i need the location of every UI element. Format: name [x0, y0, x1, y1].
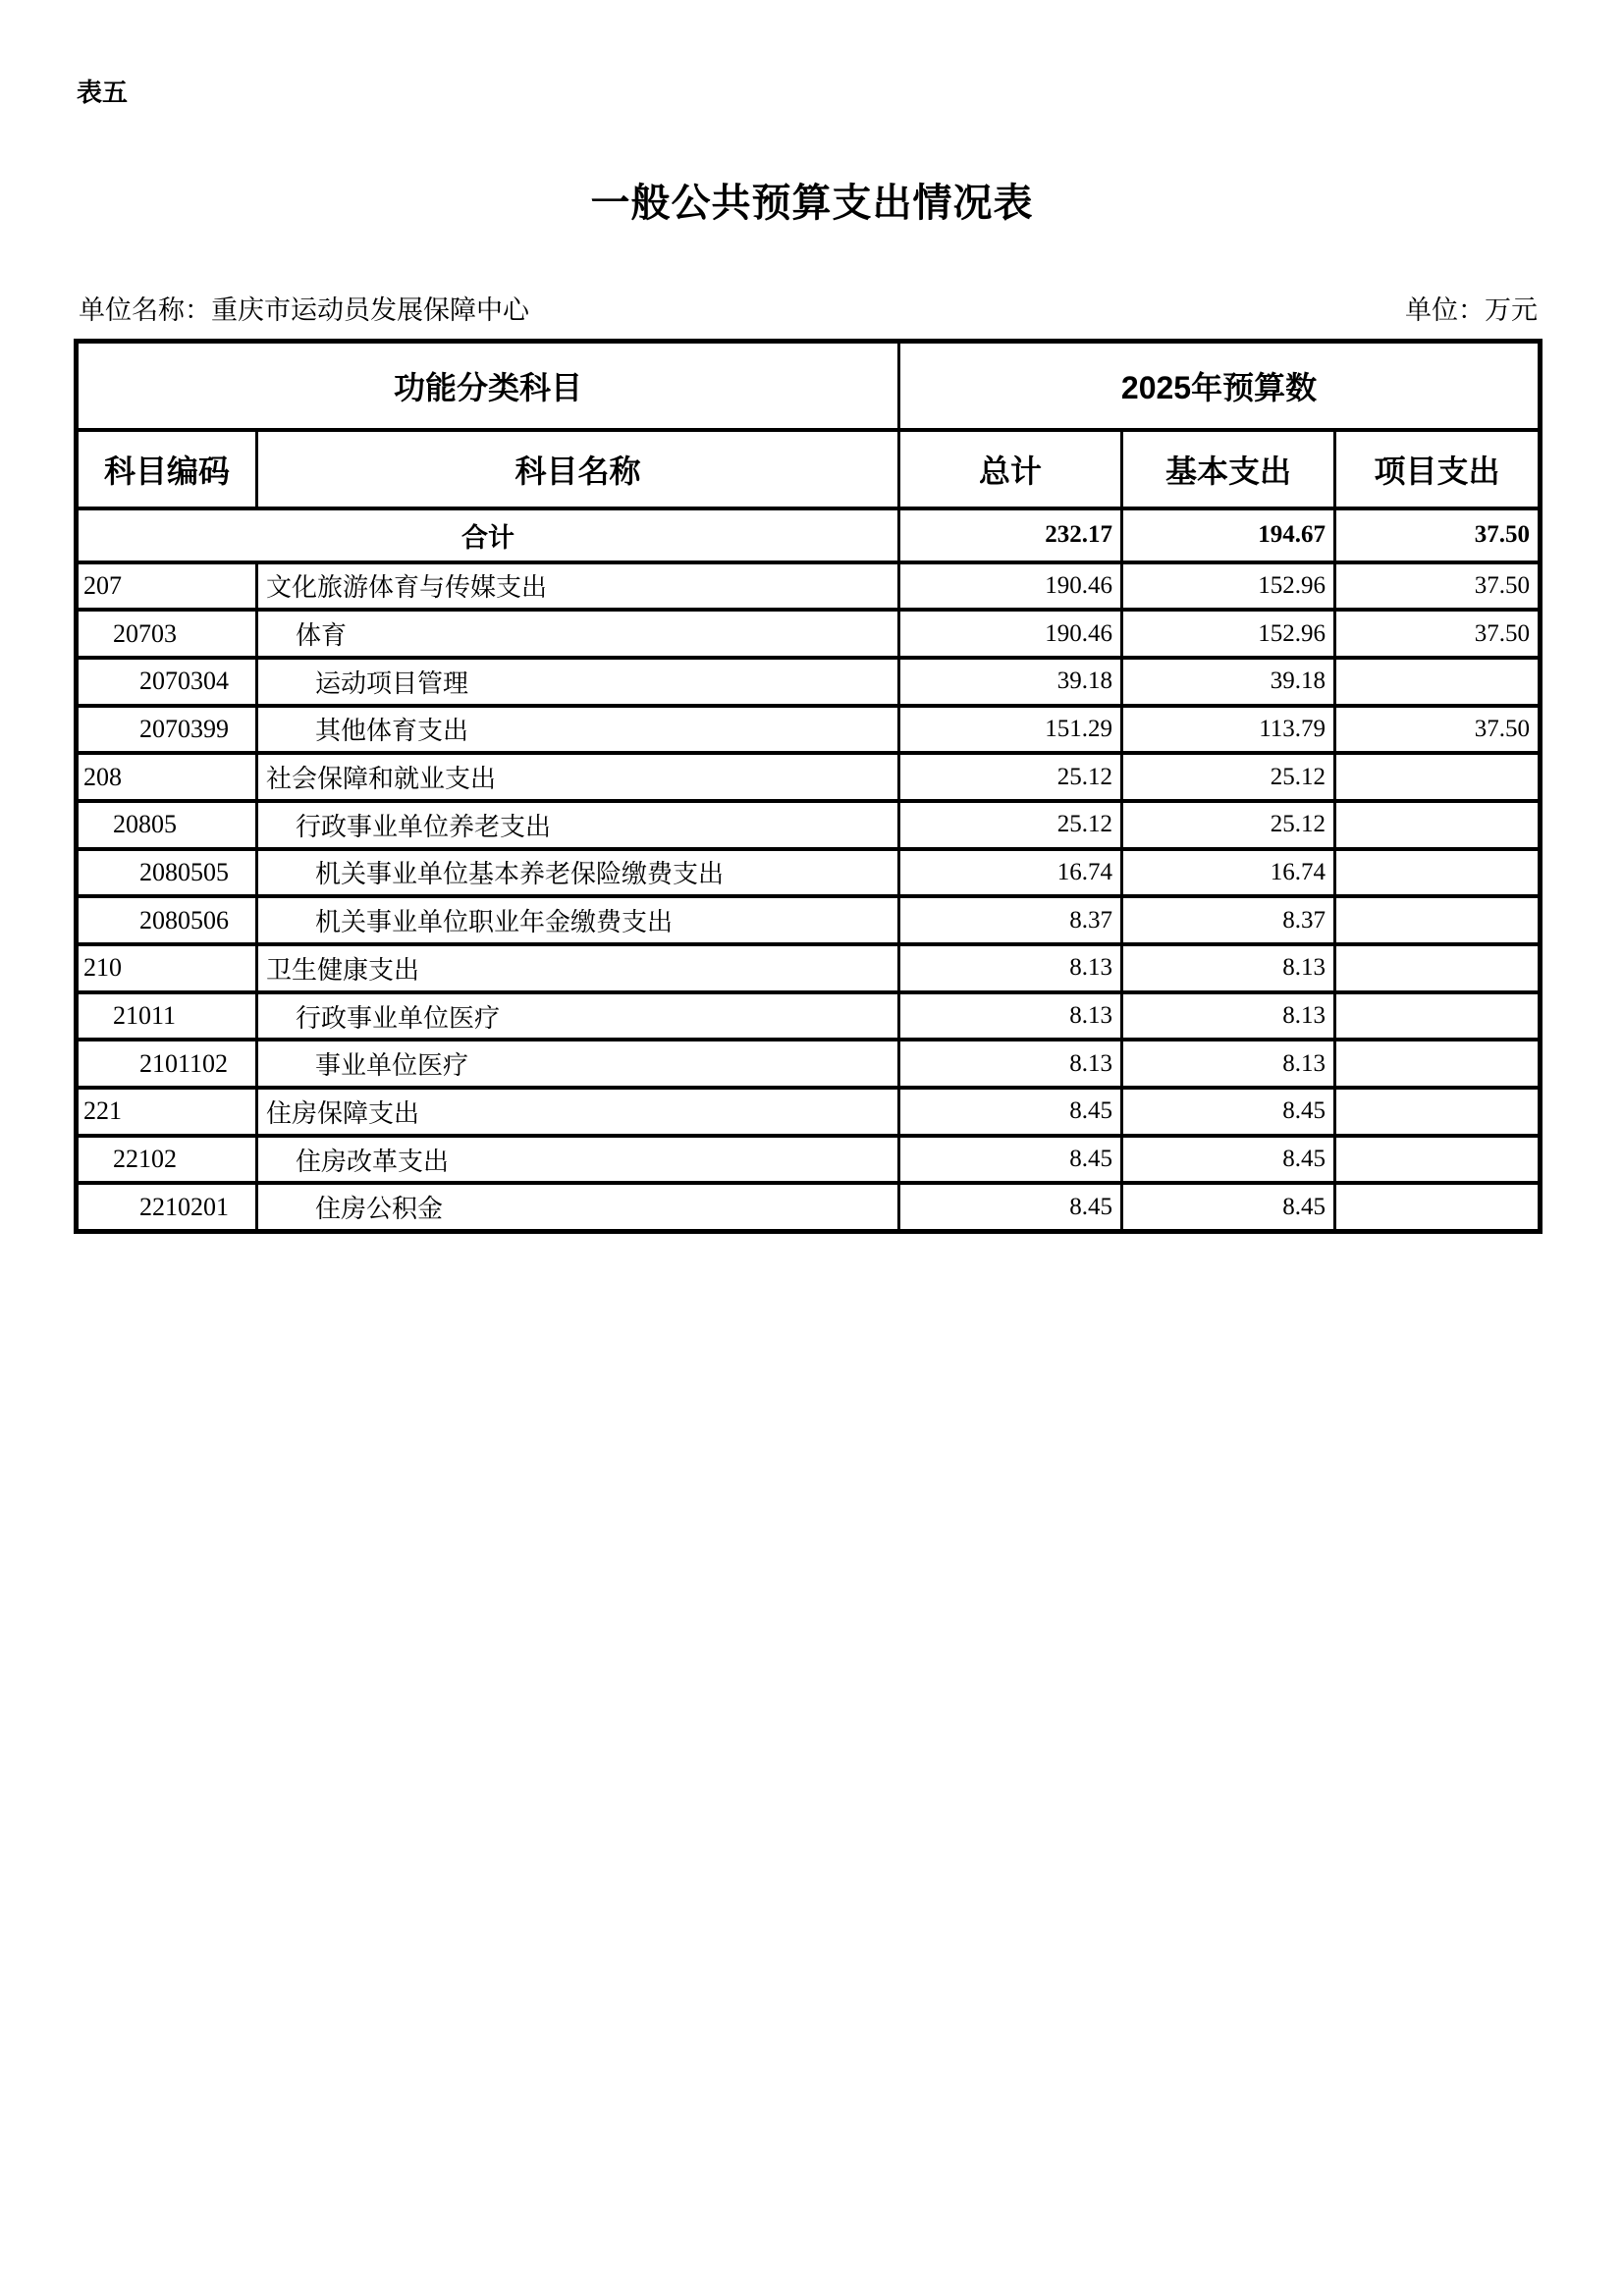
header-functional-classification: 功能分类科目 [77, 342, 899, 430]
header-group-row [77, 342, 1541, 430]
cell-subject-code: 2080506 [77, 896, 257, 944]
cell-subject-name: 机关事业单位基本养老保险缴费支出 [257, 849, 899, 897]
cell-subject-name: 体育 [257, 610, 899, 658]
cell-total: 8.13 [899, 992, 1122, 1041]
cell-project-expenditure [1335, 1183, 1541, 1231]
cell-project-expenditure [1335, 849, 1541, 897]
cell-subject-name: 文化旅游体育与传媒支出 [257, 562, 899, 611]
table-body [77, 508, 1541, 1232]
header-columns-row [77, 430, 1541, 508]
cell-subject-name: 住房改革支出 [257, 1136, 899, 1184]
cell-basic-expenditure: 25.12 [1122, 753, 1335, 801]
cell-subject-code: 2101102 [77, 1040, 257, 1088]
cell-project-expenditure [1335, 658, 1541, 706]
cell-project-expenditure [1335, 1136, 1541, 1184]
cell-project-expenditure: 37.50 [1335, 610, 1541, 658]
cell-subject-code: 207 [77, 562, 257, 611]
table-row [77, 753, 1541, 801]
cell-subject-code: 2080505 [77, 849, 257, 897]
cell-total: 25.12 [899, 753, 1122, 801]
cell-basic-expenditure: 8.45 [1122, 1136, 1335, 1184]
cell-subject-code: 221 [77, 1088, 257, 1136]
cell-subject-code: 20703 [77, 610, 257, 658]
cell-subject-name: 行政事业单位医疗 [257, 992, 899, 1041]
table-row [77, 944, 1541, 992]
table-row [77, 658, 1541, 706]
cell-subject-code: 2070304 [77, 658, 257, 706]
cell-total: 8.45 [899, 1183, 1122, 1231]
cell-basic-expenditure: 8.13 [1122, 1040, 1335, 1088]
cell-project-expenditure: 37.50 [1335, 562, 1541, 611]
table-row [77, 896, 1541, 944]
table-row [77, 1136, 1541, 1184]
cell-subject-name: 住房保障支出 [257, 1088, 899, 1136]
cell-subject-name: 机关事业单位职业年金缴费支出 [257, 896, 899, 944]
cell-project-expenditure [1335, 944, 1541, 992]
cell-total: 8.37 [899, 896, 1122, 944]
meta-row [79, 294, 1538, 328]
cell-basic-expenditure: 25.12 [1122, 801, 1335, 849]
cell-basic-expenditure: 8.13 [1122, 944, 1335, 992]
cell-subject-code: 210 [77, 944, 257, 992]
cell-basic-expenditure: 113.79 [1122, 706, 1335, 754]
cell-project-expenditure [1335, 1040, 1541, 1088]
column-header-code: 科目编码 [77, 430, 257, 508]
cell-subject-code: 21011 [77, 992, 257, 1041]
cell-total: 8.45 [899, 1136, 1122, 1184]
cell-basic-expenditure: 8.45 [1122, 1183, 1335, 1231]
cell-total: 8.45 [899, 1088, 1122, 1136]
table-row [77, 610, 1541, 658]
cell-subject-code: 2070399 [77, 706, 257, 754]
column-header-project-expenditure: 项目支出 [1335, 430, 1541, 508]
sheet-label: 表五 [77, 78, 129, 107]
cell-project-expenditure [1335, 1088, 1541, 1136]
cell-total: 8.13 [899, 944, 1122, 992]
column-header-total: 总计 [899, 430, 1122, 508]
total-row-basic: 194.67 [1122, 508, 1335, 562]
table-row [77, 1088, 1541, 1136]
table-row [77, 562, 1541, 611]
cell-total: 16.74 [899, 849, 1122, 897]
cell-subject-name: 行政事业单位养老支出 [257, 801, 899, 849]
cell-basic-expenditure: 152.96 [1122, 562, 1335, 611]
column-header-basic-expenditure: 基本支出 [1122, 430, 1335, 508]
table-row [77, 992, 1541, 1041]
cell-project-expenditure [1335, 896, 1541, 944]
cell-subject-name: 事业单位医疗 [257, 1040, 899, 1088]
table-header [77, 342, 1541, 508]
unit-name: 单位名称：重庆市运动员发展保障中心 [79, 295, 529, 325]
table-row [77, 849, 1541, 897]
total-row-total: 232.17 [899, 508, 1122, 562]
cell-basic-expenditure: 152.96 [1122, 610, 1335, 658]
cell-subject-code: 20805 [77, 801, 257, 849]
cell-basic-expenditure: 39.18 [1122, 658, 1335, 706]
table-row [77, 706, 1541, 754]
cell-project-expenditure [1335, 992, 1541, 1041]
total-row-project: 37.50 [1335, 508, 1541, 562]
cell-subject-name: 卫生健康支出 [257, 944, 899, 992]
cell-total: 25.12 [899, 801, 1122, 849]
cell-basic-expenditure: 8.45 [1122, 1088, 1335, 1136]
cell-subject-name: 社会保障和就业支出 [257, 753, 899, 801]
total-row-label: 合计 [77, 508, 899, 562]
currency-unit: 单位：万元 [1405, 295, 1538, 325]
cell-basic-expenditure: 16.74 [1122, 849, 1335, 897]
header-budget-2025: 2025年预算数 [899, 342, 1541, 430]
budget-table [74, 339, 1543, 1234]
cell-subject-code: 208 [77, 753, 257, 801]
cell-total: 8.13 [899, 1040, 1122, 1088]
cell-basic-expenditure: 8.13 [1122, 992, 1335, 1041]
cell-basic-expenditure: 8.37 [1122, 896, 1335, 944]
table-row [77, 1183, 1541, 1231]
cell-subject-code: 2210201 [77, 1183, 257, 1231]
cell-subject-code: 22102 [77, 1136, 257, 1184]
table-row [77, 1040, 1541, 1088]
cell-project-expenditure [1335, 753, 1541, 801]
table-row [77, 801, 1541, 849]
total-row [77, 508, 1541, 562]
cell-total: 39.18 [899, 658, 1122, 706]
cell-subject-name: 住房公积金 [257, 1183, 899, 1231]
cell-total: 190.46 [899, 610, 1122, 658]
cell-subject-name: 运动项目管理 [257, 658, 899, 706]
cell-total: 151.29 [899, 706, 1122, 754]
cell-subject-name: 其他体育支出 [257, 706, 899, 754]
document-title: 一般公共预算支出情况表 [590, 181, 1034, 225]
cell-project-expenditure: 37.50 [1335, 706, 1541, 754]
cell-project-expenditure [1335, 801, 1541, 849]
cell-total: 190.46 [899, 562, 1122, 611]
column-header-name: 科目名称 [257, 430, 899, 508]
